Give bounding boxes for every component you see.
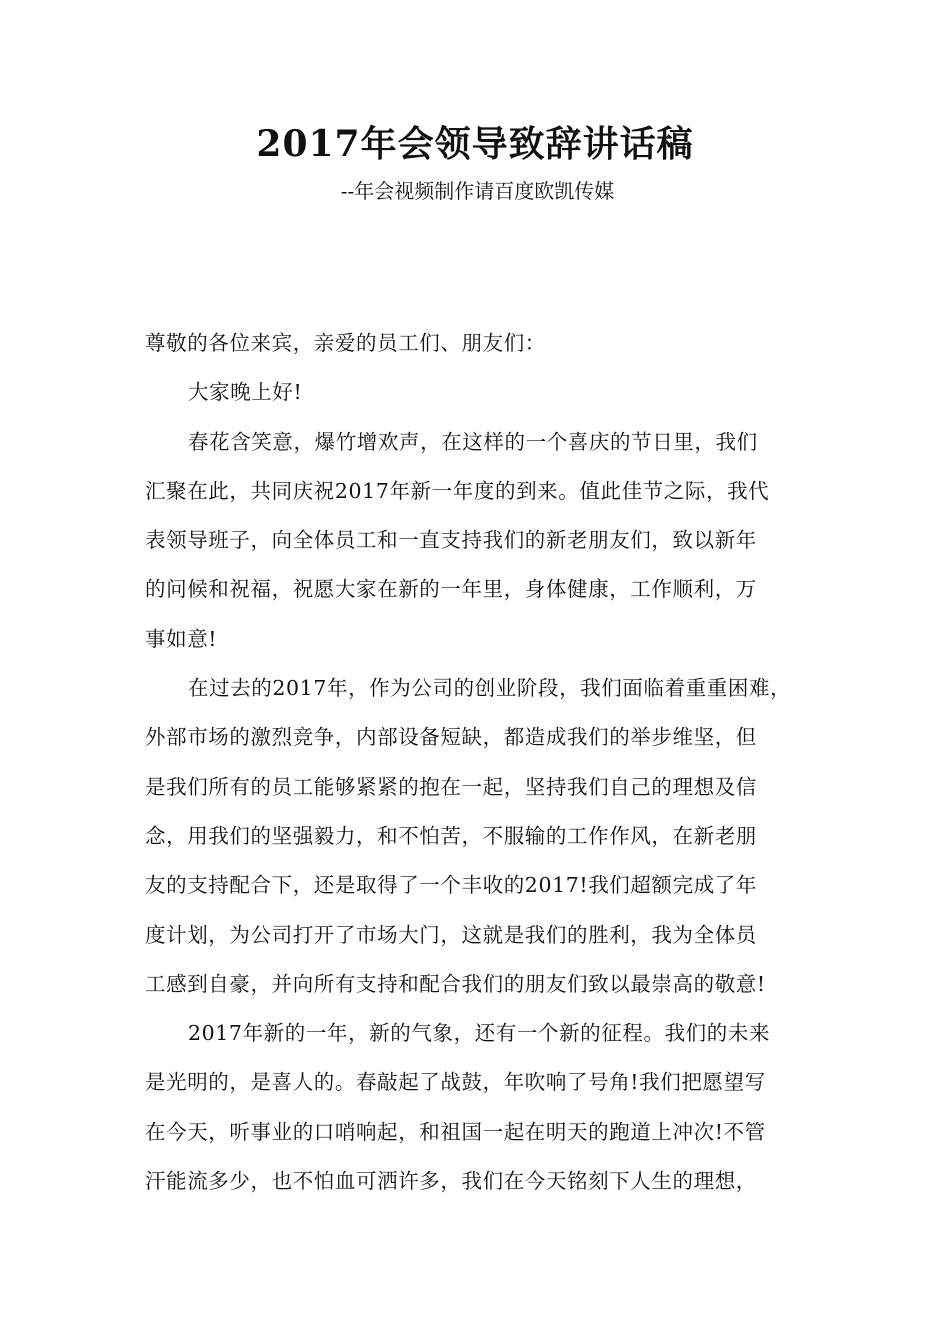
text-line: 在过去的2017年，作为公司的创业阶段，我们面临着重重困难， <box>188 676 792 701</box>
text-line: 外部市场的激烈竞争，内部设备短缺，都造成我们的举步维坚，但 <box>145 725 757 750</box>
text-line: 念，用我们的坚强毅力，和不怕苦，不服输的工作作风，在新老朋 <box>145 823 757 848</box>
text-line: 表领导班子，向全体员工和一直支持我们的新老朋友们，致以新年 <box>145 528 757 553</box>
text-line: 友的支持配合下，还是取得了一个丰收的2017!我们超额完成了年 <box>145 873 758 898</box>
text-line: 尊敬的各位来宾，亲爱的员工们、朋友们： <box>145 331 546 355</box>
text-line: 汇聚在此，共同庆祝2017年新一年度的到来。值此佳节之际，我代 <box>145 478 770 503</box>
document-title: 2017年会领导致辞讲话稿 <box>256 123 694 165</box>
text-line: 大家晚上好! <box>188 380 303 405</box>
text-line: 事如意! <box>145 626 218 651</box>
paragraph <box>145 368 825 417</box>
text-line: 春花含笑意，爆竹增欢声，在这样的一个喜庆的节日里，我们 <box>188 429 758 454</box>
paragraph <box>145 418 825 664</box>
text-line: 度计划，为公司打开了市场大门，这就是我们的胜利，我为全体员 <box>145 922 757 947</box>
text-line: 在今天，听事业的口哨响起，和祖国一起在明天的跑道上冲次!不管 <box>145 1119 766 1144</box>
document-subtitle: --年会视频制作请百度欧凯传媒 <box>340 179 615 203</box>
document-body <box>145 319 825 1206</box>
text-line: 是光明的，是喜人的。春敲起了战鼓，年吹响了号角!我们把愿望写 <box>145 1070 766 1095</box>
text-line: 工感到自豪，并向所有支持和配合我们的朋友们致以最崇高的敬意! <box>145 971 766 996</box>
text-line: 2017年新的一年，新的气象，还有一个新的征程。我们的未来 <box>188 1021 771 1046</box>
paragraph <box>145 664 825 1009</box>
paragraph <box>145 1009 825 1206</box>
text-line: 的问候和祝福，祝愿大家在新的一年里，身体健康，工作顺利，万 <box>145 577 757 602</box>
paragraph <box>145 319 825 368</box>
text-line: 是我们所有的员工能够紧紧的抱在一起，坚持我们自己的理想及信 <box>145 774 757 799</box>
text-line: 汗能流多少，也不怕血可洒许多，我们在今天铭刻下人生的理想， <box>145 1169 757 1194</box>
